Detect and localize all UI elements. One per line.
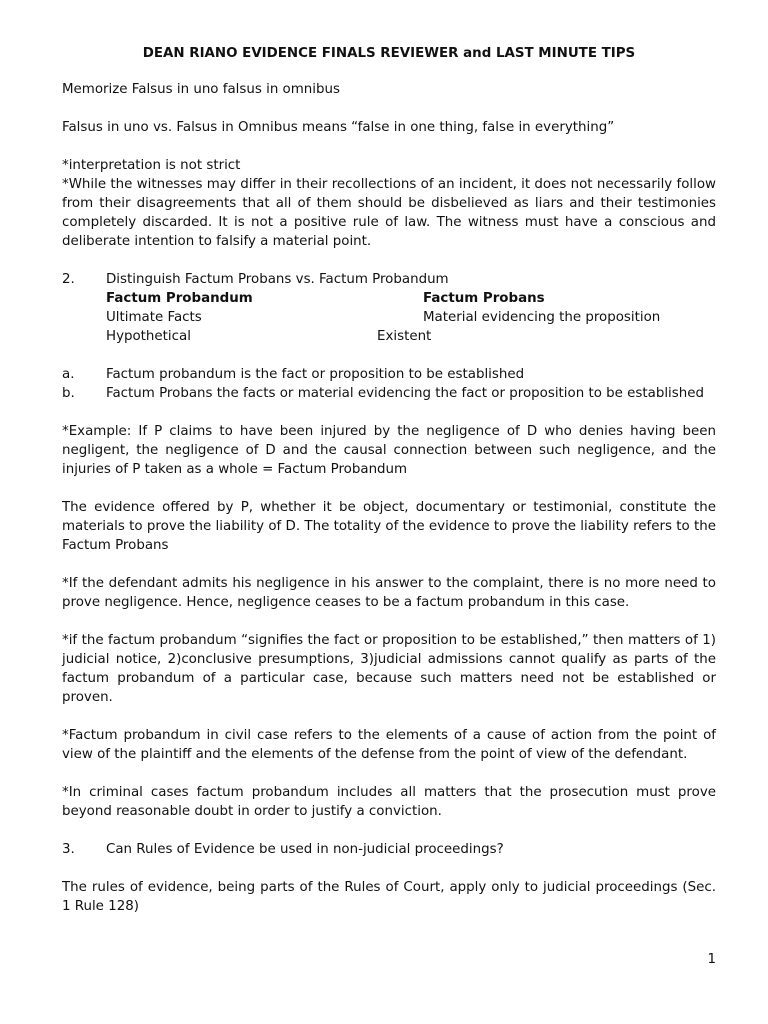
paragraph-criminal-case: *In criminal cases factum probandum includes all matters that the prosecution must prove beyond reasonable doubt in order to justify a conviction. xyxy=(62,785,716,819)
paragraph-rules-of-court: The rules of evidence, being parts of the Rules of Court, apply only to judicial proceedings (Sec. 1 Rule 128) xyxy=(62,880,716,914)
table-cell: Hypothetical xyxy=(106,329,191,344)
list-text: Factum probandum is the fact or proposition to be established xyxy=(106,367,525,382)
list-item-a xyxy=(62,365,716,384)
table-cell: Material evidencing the proposition xyxy=(423,310,661,325)
paragraph-civil-case: *Factum probandum in civil case refers to the elements of a cause of action from the point of view of the plaintiff and the elements of the defense from the point of view of the defendant. xyxy=(62,728,716,762)
list-label: a. xyxy=(62,367,75,382)
table-cell: Existent xyxy=(377,329,432,344)
item-text: Distinguish Factum Probans vs. Factum Probandum xyxy=(106,272,449,287)
item-number: 3. xyxy=(62,842,75,857)
paragraph-falsus-definition: Falsus in uno vs. Falsus in Omnibus means “false in one thing, false in everything” xyxy=(62,120,615,135)
table-header-probandum: Factum Probandum xyxy=(106,291,253,306)
paragraph-example: *Example: If P claims to have been injured by the negligence of D who denies having been negligent, the negligence of D and the causal connection between such negligence, and the injuries of P taken as a whole = Factum Probandum xyxy=(62,424,716,477)
list-item-b xyxy=(62,384,716,403)
paragraph-memorize: Memorize Falsus in uno falsus in omnibus xyxy=(62,82,340,97)
paragraph-evidence-offered: The evidence offered by P, whether it be object, documentary or testimonial, constitute the materials to prove the liability of D. The totality of the evidence to prove the liability refers to the Factum Probans xyxy=(62,500,716,553)
item-number: 2. xyxy=(62,272,75,287)
paragraph-witnesses: *While the witnesses may differ in their recollections of an incident, it does not necessarily follow from their disagreements that all of them should be disbelieved as liars and their testimonies completely discarded. It is not a positive rule of law. The witness must have a conscious and deliberate intention to falsify a material point. xyxy=(62,177,716,249)
numbered-item-3 xyxy=(62,840,716,859)
list-text: Factum Probans the facts or material evidencing the fact or proposition to be established xyxy=(106,386,704,401)
numbered-item-2 xyxy=(62,270,716,289)
table-header-probans: Factum Probans xyxy=(423,291,545,306)
page-number: 1 xyxy=(707,952,716,967)
item-text: Can Rules of Evidence be used in non-judicial proceedings? xyxy=(106,842,504,857)
paragraph-defendant-admits: *If the defendant admits his negligence in his answer to the complaint, there is no more need to prove negligence. Hence, negligence ceases to be a factum probandum in this case. xyxy=(62,576,716,610)
paragraph-judicial-notice: *if the factum probandum “signifies the fact or proposition to be established,” then matters of 1) judicial notice, 2)conclusive presumptions, 3)judicial admissions cannot qualify as parts of the factum probandum of a particular case, because such matters need not be established or proven. xyxy=(62,633,716,705)
table-cell: Ultimate Facts xyxy=(106,310,202,325)
document-title: DEAN RIANO EVIDENCE FINALS REVIEWER and LAST MINUTE TIPS xyxy=(142,46,636,61)
paragraph-interpretation: *interpretation is not strict xyxy=(62,158,241,173)
document-page xyxy=(62,44,716,935)
factum-comparison-table xyxy=(62,289,716,346)
list-label: b. xyxy=(62,386,75,401)
